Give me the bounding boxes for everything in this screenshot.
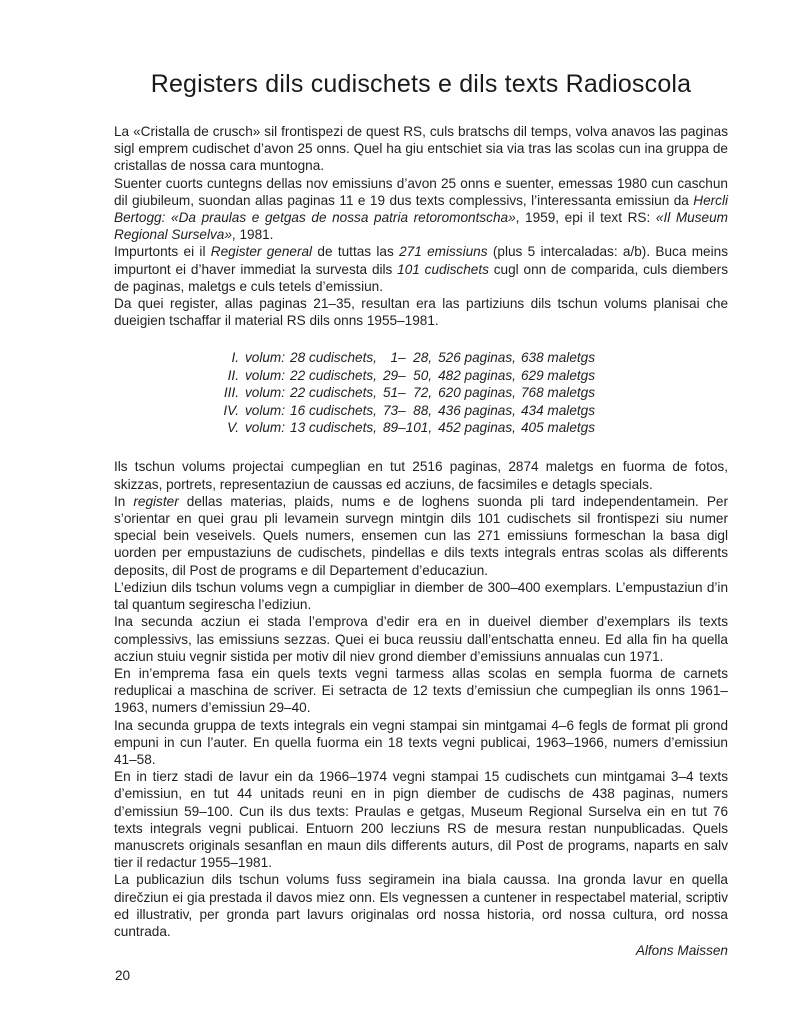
author-name: Hercli Bertogg xyxy=(114,192,728,226)
page-number: 20 xyxy=(115,968,131,983)
emphasis: 101 cudischets xyxy=(397,261,489,277)
paragraph-publication: La publicaziun dils tschun volums fuss segiramein ina biala caussa. Ina gronda lavur en quella direčziun ei gia prestada il davos miez onn. Els vegnessen a cuntener in respectabel material, scriptiv ed illustrativ, per gronda part lavurs originalas ord nossa historia, ord nossa cultura, ord nossa cuntrada. xyxy=(114,872,728,939)
body-section xyxy=(114,458,728,940)
volume-range: 1– 28, xyxy=(382,350,433,366)
volume-pages: 436 paginas, xyxy=(438,402,516,418)
volume-booklets: 16 cudischets, xyxy=(290,402,377,418)
volume-pages: 482 paginas, xyxy=(438,367,516,383)
paragraph-third-stage: En in tierz stadi de lavur ein da 1966–1974 vegni stampai 15 cudischets cun mintgamai 3–4 texts d’emissiun, en tut 44 unitads reuni en in pign diember de cudischs de 438 paginas, numers d’emissiun 59–100. Cun ils dus texts: Praulas e getgas, Museum Regional Surselva ein en tut 76 texts integrals vegni publicai. Entuorn 200 lecziuns RS de mesura restan nunpublicadas. Quels manuscrets originals sesanflan en maun dils differents auturs, dil Post de programs, naparts en salv tier il redactur 1955–1981. xyxy=(114,769,728,871)
document-page xyxy=(114,70,728,958)
volume-booklets: 22 cudischets, xyxy=(290,385,377,401)
paragraph-second-group: Ina secunda gruppa de texts integrals ein vegni stampai sin mintgamai 4–6 fegls de format pli grond empuni in cun l’auter. En quella fuorma ein 18 texts vegni publicai, 1963–1966, numers d’emissiun 41–58. xyxy=(114,717,728,767)
volume-images: 434 maletgs xyxy=(520,402,596,418)
intro-section xyxy=(114,123,728,329)
volume-number: IV. xyxy=(223,402,239,418)
volume-booklets: 13 cudischets, xyxy=(290,420,377,436)
volume-range: 89–101, xyxy=(382,420,433,436)
paragraph-index xyxy=(114,493,728,579)
paragraph-register xyxy=(114,243,728,295)
volume-pages: 526 paginas, xyxy=(438,350,516,366)
volume-number: III. xyxy=(223,385,239,401)
paragraph-partitions: Da quei register, allas paginas 21–35, resultan era las partiziuns dils tschun volums planisai che dueigien tschaffar il material RS dils onns 1955–1981. xyxy=(114,296,728,329)
work-title: «Da praulas e getgas de nossa patria retoromontscha» xyxy=(171,210,516,226)
volume-images: 405 maletgs xyxy=(520,420,596,436)
volume-images: 638 maletgs xyxy=(520,350,596,366)
paragraph-contents xyxy=(114,175,728,244)
paragraph-totals: Ils tschun volums projectai cumpeglian en tut 2516 paginas, 2874 maletgs en fuorma de fotos, skizzas, portrets, representaziun de caussas ed acziuns, de facsimiles e detagls specials. xyxy=(114,459,728,492)
volume-images: 768 maletgs xyxy=(520,385,596,401)
volume-booklets: 28 cudischets, xyxy=(290,350,377,366)
text-span: In xyxy=(114,493,134,509)
page-title: Registers dils cudischets e dils texts Radioscola xyxy=(150,70,692,98)
volumes-table xyxy=(199,349,595,436)
text-span: Suenter cuorts cuntegns dellas nov emissiuns d’avon 25 onns e suenter, emessas 1980 cun caschun dil giubileum, suondan allas paginas 11 e 19 dus texts complessivs, l’interessanta emissiun da xyxy=(114,175,728,208)
emphasis: register xyxy=(133,493,179,509)
work-title: «Il Museum Regional Surselva» xyxy=(114,210,728,243)
table-row xyxy=(199,349,595,366)
text-span: , 1981. xyxy=(231,227,274,243)
volume-images: 629 maletgs xyxy=(520,367,596,383)
text-span: de tuttas las xyxy=(312,244,400,260)
volume-number: II. xyxy=(227,367,239,383)
text-span: : xyxy=(161,210,172,226)
volume-number: I. xyxy=(231,350,239,366)
emphasis: 271 emissiuns xyxy=(399,244,488,260)
emphasis: Register general xyxy=(210,244,313,260)
text-span: dellas materias, plaids, nums e de loghens suonda pli tard independentamein. Per s’orientar en quei grau pli levamein survegn mintgin dils 101 cudischets sil frontispezi siu numer special bein veseivels. Quels numers, ensemen cun las 271 emissiuns formeschan la basa digl uorden per empustaziuns de cudischets, pindellas e dils texts integrals entras scolas als differents deposits, dil Post de programs e dil Departement d’educaziun. xyxy=(114,493,728,578)
table-row xyxy=(199,384,595,401)
volume-number: V. xyxy=(227,420,239,436)
paragraph-first-phase: En in’emprema fasa ein quels texts vegni tarmess allas scolas en sempla fuorma de carnets reduplicai a maschina de scriver. Ei setracta de 12 texts d’emissiun che cumpeglian ils onns 1961–1963, numers d’emissiun 29–40. xyxy=(114,665,728,716)
volume-range: 73– 88, xyxy=(382,402,433,418)
volume-label: volum: xyxy=(245,385,286,401)
text-span: cugl onn de comparida, culs diembers de paginas, maletgs e culs tetels d’emissiun. xyxy=(114,261,728,294)
volume-pages: 620 paginas, xyxy=(438,385,516,401)
text-span: , 1959, epi il text RS: xyxy=(515,210,656,226)
volume-range: 51– 72, xyxy=(382,385,433,401)
volume-label: volum: xyxy=(245,402,286,418)
volume-pages: 452 paginas, xyxy=(438,420,516,436)
volume-booklets: 22 cudischets, xyxy=(290,367,377,383)
paragraph-second-action: Ina secunda acziun ei stada l’emprova d’edir era en in dueivel diember d’exemplars ils texts complessivs, las emissiuns sezzas. Quei ei buca reussiu dall’entschatta enneu. Ed alla fin ha quella acziun stuiu vegnir sistida per motiv dil niev grond diember d’emissiuns annualas cun 1971. xyxy=(114,614,728,664)
table-row xyxy=(199,367,595,384)
author-signature: Alfons Maissen xyxy=(635,943,728,959)
text-span: (plus 5 intercaladas: a/b). Buca meins impurtont ei d’haver immediat la survesta dils xyxy=(114,244,728,277)
volume-label: volum: xyxy=(245,420,286,436)
volume-range: 29– 50, xyxy=(382,367,433,383)
paragraph-intro: La «Cristalla de crusch» sil frontispezi de quest RS, culs bratschs dil temps, volva anavos las paginas sigl emprem cudischet d’avon 25 onns. Quel ha giu entschiet sia via tras las scolas cun ina gruppa de cristallas de nossa cara muntogna. xyxy=(114,124,728,174)
paragraph-edition: L’ediziun dils tschun volums vegn a cumpigliar in diember de 300–400 exemplars. L’empustaziun d’in tal quantum segirescha l’ediziun. xyxy=(114,579,728,613)
volume-label: volum: xyxy=(245,350,286,366)
table-row xyxy=(199,419,595,436)
text-span: Impurtonts ei il xyxy=(114,244,211,260)
volume-label: volum: xyxy=(245,367,286,383)
table-row xyxy=(199,402,595,419)
